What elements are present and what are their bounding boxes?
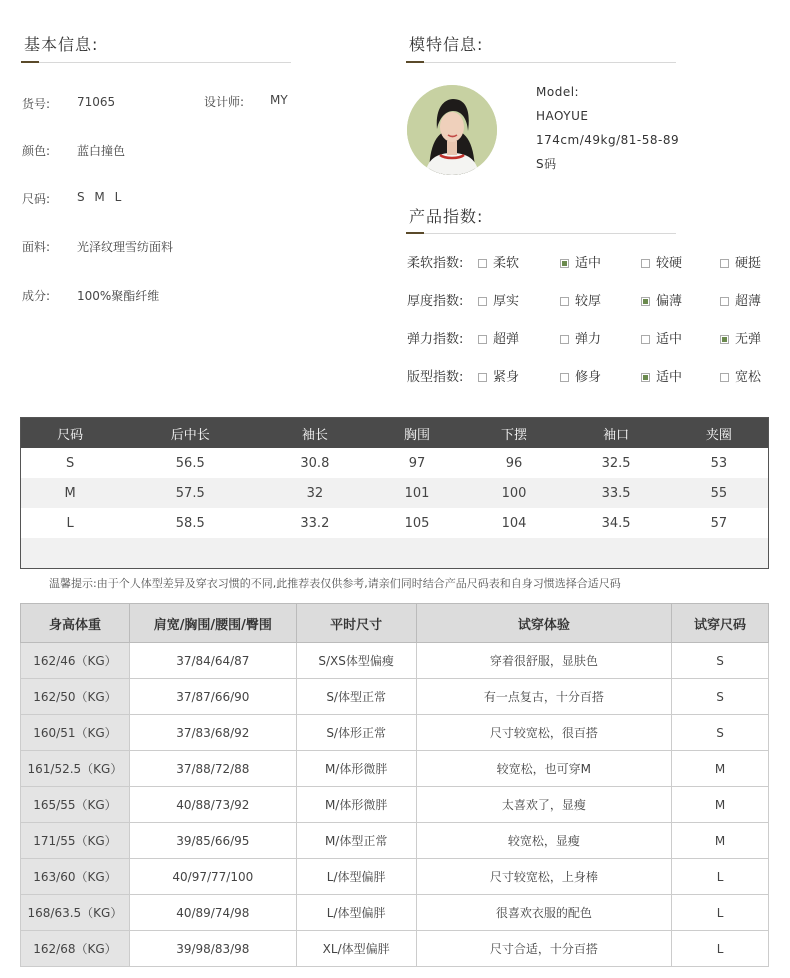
field-value-size: S M L [77,190,125,204]
size-table-cell: 30.8 [300,455,330,471]
size-table-header [21,418,769,449]
index-option [720,290,761,309]
unchecked-box-icon [641,335,650,344]
index-option [478,290,519,309]
size-table [20,417,769,569]
fit-table-cell: M [672,823,769,859]
fit-table-cell: 162/68（KG） [21,931,130,967]
model-size: S码 [536,157,557,171]
model-portrait-icon [407,85,497,175]
fit-table-cell: 较宽松，也可穿M [416,751,672,787]
size-table-header-cell: 胸围 [368,418,465,449]
fit-table-cell: XL/体型偏胖 [296,931,416,967]
size-table-cell: 96 [505,455,523,471]
field-label-fabric: 面料: [22,240,51,254]
model-measurements: 174cm/49kg/81-58-89 [536,133,680,147]
fit-table-header-cell: 试穿尺码 [672,604,769,643]
size-table-cell: S [65,455,75,471]
basic-info-title: 基本信息: [24,35,99,54]
size-table-header-cell: 下摆 [465,418,562,449]
index-option-label: 超薄 [735,294,762,309]
fit-table-cell: 39/98/83/98 [129,931,296,967]
fit-table-cell: L/体型偏胖 [296,859,416,895]
unchecked-box-icon [560,335,569,344]
index-option-label: 弹力 [575,332,602,347]
model-info-title: 模特信息: [409,35,484,54]
unchecked-box-icon [478,259,487,268]
fit-table-cell: S/XS体型偏瘦 [296,643,416,679]
fit-table-cell: 37/87/66/90 [129,679,296,715]
size-tip: 温馨提示:由于个人体型差异及穿衣习惯的不同,此推荐表仅供参考,请亲们同时结合产品尺码表和自身习惯选择合适尺码 [49,577,621,590]
unchecked-box-icon [720,259,729,268]
index-option-label: 硬挺 [735,256,762,271]
size-table-row [21,508,769,538]
checked-box-icon [641,373,650,382]
index-row [0,290,790,310]
index-option [720,328,761,347]
field-value-fabric: 光泽纹理雪纺面料 [77,240,174,254]
fit-table-cell: S [672,643,769,679]
index-option [560,328,601,347]
product-index-divider [406,233,676,234]
index-row [0,366,790,386]
unchecked-box-icon [478,297,487,306]
fit-table-cell: S/体型正常 [296,679,416,715]
fit-table-row [21,931,769,967]
index-option-label: 较厚 [575,294,602,309]
index-option-label: 紧身 [493,370,520,385]
fit-table-cell: S [672,679,769,715]
index-row [0,252,790,272]
fit-table-row [21,679,769,715]
fit-table [20,603,769,967]
field-value-composition: 100%聚酯纤维 [77,289,160,303]
index-option-label: 适中 [656,370,683,385]
fit-table-cell: 尺寸较宽松，上身棒 [416,859,672,895]
size-table-cell: 58.5 [175,515,205,531]
fit-table-row [21,751,769,787]
fit-table-cell: M/体形微胖 [296,751,416,787]
size-table-header-cell: 夹圈 [670,418,769,449]
fit-table-cell: 162/50（KG） [21,679,130,715]
fit-table-cell: 尺寸合适，十分百搭 [416,931,672,967]
size-table-spacer-row [21,538,769,569]
unchecked-box-icon [478,373,487,382]
model-avatar [407,85,497,175]
field-value-color: 蓝白撞色 [77,144,126,158]
fit-table-cell: 尺寸较宽松，很百搭 [416,715,672,751]
product-index-title: 产品指数: [409,207,484,226]
fit-table-row [21,643,769,679]
size-table-cell: 55 [670,478,769,508]
fit-table-cell: 40/97/77/100 [129,859,296,895]
field-label-color: 颜色: [22,144,51,158]
size-table-header-cell: 袖口 [563,418,670,449]
unchecked-box-icon [641,259,650,268]
fit-table-cell: S [672,715,769,751]
size-table-spacer-cell [21,538,769,569]
unchecked-box-icon [720,297,729,306]
index-option-label: 适中 [575,256,602,271]
fit-table-row [21,895,769,931]
index-option-label: 宽松 [735,370,762,385]
fit-table-cell: 37/83/68/92 [129,715,296,751]
index-row-label: 厚度指数: [407,294,464,309]
fit-table-cell: M/体形微胖 [296,787,416,823]
index-option [560,252,601,271]
size-table-cell: 57.5 [119,478,261,508]
fit-table-cell: M [672,787,769,823]
index-option [560,366,601,385]
fit-table-header [21,604,769,643]
size-table-cell: L [66,515,74,531]
size-table-cell: 104 [501,515,527,531]
index-row-label: 版型指数: [407,370,464,385]
fit-table-cell: 40/88/73/92 [129,787,296,823]
size-table-cell: 33.5 [563,478,670,508]
fit-table-cell: L [672,895,769,931]
unchecked-box-icon [560,297,569,306]
fit-table-cell: 40/89/74/98 [129,895,296,931]
fit-table-header-cell: 身高体重 [21,604,130,643]
index-option [641,328,682,347]
size-table-cell: 33.2 [300,515,330,531]
fit-table-cell: 171/55（KG） [21,823,130,859]
fit-table-cell: 168/63.5（KG） [21,895,130,931]
size-table-cell: 32.5 [601,455,631,471]
fit-table-cell: 37/84/64/87 [129,643,296,679]
checked-box-icon [641,297,650,306]
index-option [720,252,761,271]
size-table-row [21,448,769,478]
fit-table-row [21,715,769,751]
fit-table-cell: M/体型正常 [296,823,416,859]
index-option-label: 柔软 [493,256,520,271]
model-name: HAOYUE [536,109,589,123]
size-table-cell: M [21,478,120,508]
field-value-item-no: 71065 [77,95,116,109]
model-label: Model: [536,85,580,99]
size-table-header-cell: 袖长 [261,418,368,449]
fit-table-cell: S/体形正常 [296,715,416,751]
size-table-cell: 100 [465,478,562,508]
fit-table-cell: 163/60（KG） [21,859,130,895]
size-table-header-cell: 尺码 [21,418,120,449]
index-row [0,328,790,348]
fit-table-cell: 穿着很舒服，显肤色 [416,643,672,679]
fit-table-cell: 39/85/66/95 [129,823,296,859]
size-table-cell: 57 [710,515,728,531]
model-info-divider [406,62,676,63]
basic-info-divider [21,62,291,63]
index-option [641,290,682,309]
size-table-cell: 34.5 [601,515,631,531]
unchecked-box-icon [478,335,487,344]
index-option-label: 偏薄 [656,294,683,309]
fit-table-header-cell: 试穿体验 [416,604,672,643]
fit-table-cell: L [672,859,769,895]
index-option-label: 厚实 [493,294,520,309]
index-option [560,290,601,309]
size-table-cell: 53 [710,455,728,471]
index-option-label: 适中 [656,332,683,347]
index-option [478,252,519,271]
fit-table-header-cell: 肩宽/胸围/腰围/臀围 [129,604,296,643]
index-option [720,366,761,385]
fit-table-cell: 37/88/72/88 [129,751,296,787]
unchecked-box-icon [560,373,569,382]
checked-box-icon [720,335,729,344]
index-option-label: 超弹 [493,332,520,347]
model-details [536,80,679,176]
field-label-size: 尺码: [22,192,51,206]
fit-table-cell: L/体型偏胖 [296,895,416,931]
fit-table-cell: 很喜欢衣服的配色 [416,895,672,931]
fit-table-cell: 太喜欢了，显瘦 [416,787,672,823]
fit-table-cell: 160/51（KG） [21,715,130,751]
fit-table-cell: 有一点复古，十分百搭 [416,679,672,715]
size-table-row [21,478,769,508]
field-value-designer: MY [270,93,288,107]
size-table-cell: 32 [261,478,368,508]
index-option [478,328,519,347]
index-option-label: 无弹 [735,332,762,347]
index-option-label: 较硬 [656,256,683,271]
size-table-cell: 101 [368,478,465,508]
size-table-cell: 97 [408,455,426,471]
index-row-label: 柔软指数: [407,256,464,271]
index-option [641,252,682,271]
fit-table-row [21,787,769,823]
size-table-header-cell: 后中长 [119,418,261,449]
index-option [478,366,519,385]
fit-table-cell: M [672,751,769,787]
fit-table-row [21,823,769,859]
fit-table-row [21,859,769,895]
fit-table-cell: 161/52.5（KG） [21,751,130,787]
fit-table-header-cell: 平时尺寸 [296,604,416,643]
size-table-cell: 56.5 [175,455,205,471]
field-label-designer: 设计师: [204,95,245,109]
index-option [641,366,682,385]
fit-table-cell: 162/46（KG） [21,643,130,679]
unchecked-box-icon [720,373,729,382]
size-table-cell: 105 [404,515,430,531]
checked-box-icon [560,259,569,268]
index-option-label: 修身 [575,370,602,385]
fit-table-cell: 较宽松，显瘦 [416,823,672,859]
field-label-item-no: 货号: [22,97,51,111]
fit-table-cell: 165/55（KG） [21,787,130,823]
index-row-label: 弹力指数: [407,332,464,347]
fit-table-cell: L [672,931,769,967]
field-label-composition: 成分: [22,289,51,303]
